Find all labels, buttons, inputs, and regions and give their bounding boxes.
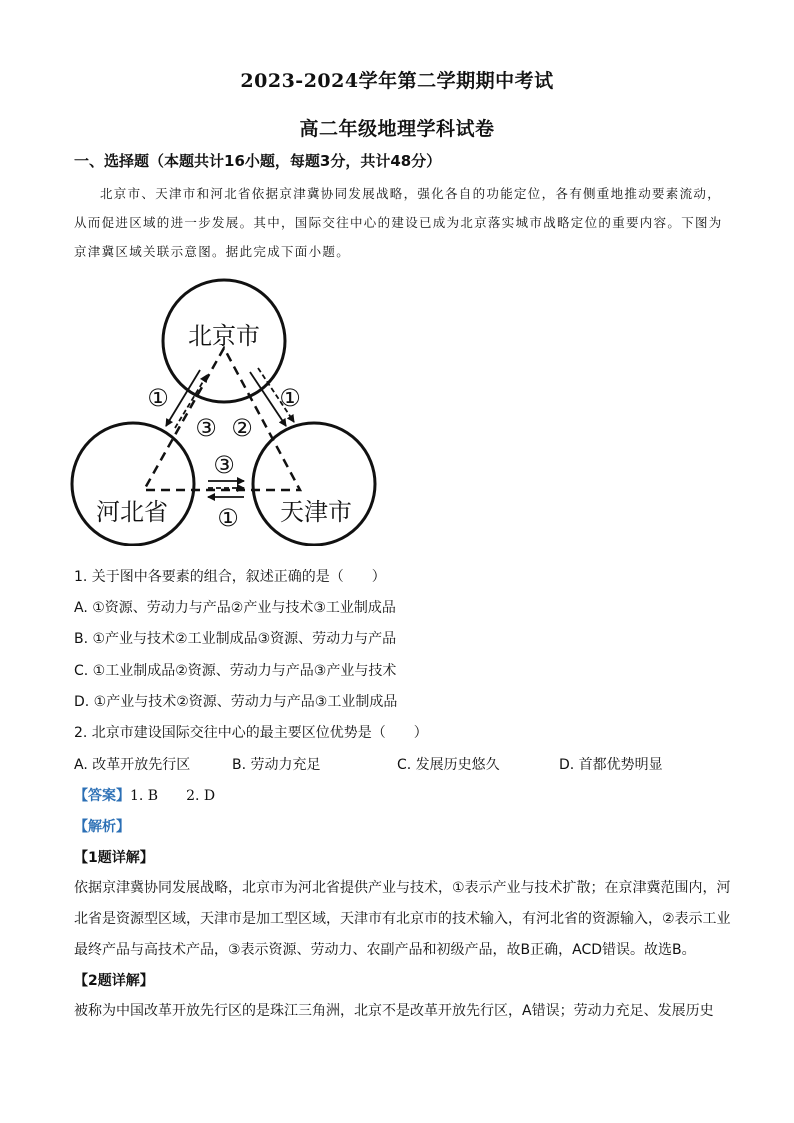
mark-2-right: ② xyxy=(231,414,253,442)
mark-3-bottom: ③ xyxy=(213,451,235,479)
label-beijing: 北京市 xyxy=(188,322,260,350)
region-relation-diagram xyxy=(60,276,400,546)
question-2-stem: 2. 北京市建设国际交往中心的最主要区位优势是（ ） xyxy=(74,725,428,741)
mark-1-left: ① xyxy=(147,384,169,412)
answer-value: 1. B 2. D xyxy=(130,788,216,804)
mark-1-bottom: ① xyxy=(217,504,239,532)
question-1-option-a: A. ①资源、劳动力与产品②产业与技术③工业制成品 xyxy=(74,600,396,616)
question-2-option-a: A. 改革开放先行区 xyxy=(74,757,191,773)
page-subtitle: 高二年级地理学科试卷 xyxy=(299,118,495,140)
question-1-stem: 1. 关于图中各要素的组合，叙述正确的是（ ） xyxy=(74,569,386,585)
hebei-circle xyxy=(72,423,194,545)
intro-text: 北京市、天津市和河北省依据京津冀协同发展战略，强化各自的功能定位，各有侧重地推动要素流动，从而促进区域的进一步发展。其中，国际交往中心的建设已成为北京落实城市战略定位的重要内容。下图为京津冀区域关联示意图。据此完成下面小题。 xyxy=(74,186,723,259)
intro-paragraph xyxy=(74,179,724,266)
label-tianjin: 天津市 xyxy=(280,498,352,526)
label-hebei: 河北省 xyxy=(96,498,168,526)
question-2-option-c: C. 发展历史悠久 xyxy=(397,757,500,773)
page-title: 2023-2024学年第二学期期中考试 xyxy=(240,70,554,92)
q2-detail-paragraph xyxy=(74,996,734,1027)
q1-detail-label: 【1题详解】 xyxy=(74,850,154,866)
answer-line xyxy=(74,785,215,805)
q2-detail-text: 被称为中国改革开放先行区的是珠江三角洲，北京不是改革开放先行区，A错误；劳动力充足、发展历史 xyxy=(74,1003,714,1019)
tianjin-circle xyxy=(253,423,375,545)
answer-label: 【答案】 xyxy=(74,788,130,804)
q1-detail-paragraph xyxy=(74,873,734,966)
question-1-option-b: B. ①产业与技术②工业制成品③资源、劳动力与产品 xyxy=(74,631,397,647)
question-1-option-d: D. ①产业与技术②资源、劳动力与产品③工业制成品 xyxy=(74,694,398,710)
section-heading: 一、选择题（本题共计16小题，每题3分，共计48分） xyxy=(74,152,442,170)
q2-detail-label: 【2题详解】 xyxy=(74,973,154,989)
q1-detail-text: 依据京津冀协同发展战略，北京市为河北省提供产业与技术，①表示产业与技术扩散；在京津冀范围内，河北省是资源型区域，天津市是加工型区域，天津市有北京市的技术输入，有河北省的资源输入，②表示工业最终产品与高技术产品，③表示资源、劳动力、农副产品和初级产品，故B正确，ACD错误。故选B。 xyxy=(74,880,731,958)
question-2-option-b: B. 劳动力充足 xyxy=(232,757,321,773)
analysis-label: 【解析】 xyxy=(74,819,130,835)
question-1-option-c: C. ①工业制成品②资源、劳动力与产品③产业与技术 xyxy=(74,663,397,679)
question-2-option-d: D. 首都优势明显 xyxy=(559,757,663,773)
mark-1-right: ① xyxy=(279,384,301,412)
mark-3-left: ③ xyxy=(195,414,217,442)
